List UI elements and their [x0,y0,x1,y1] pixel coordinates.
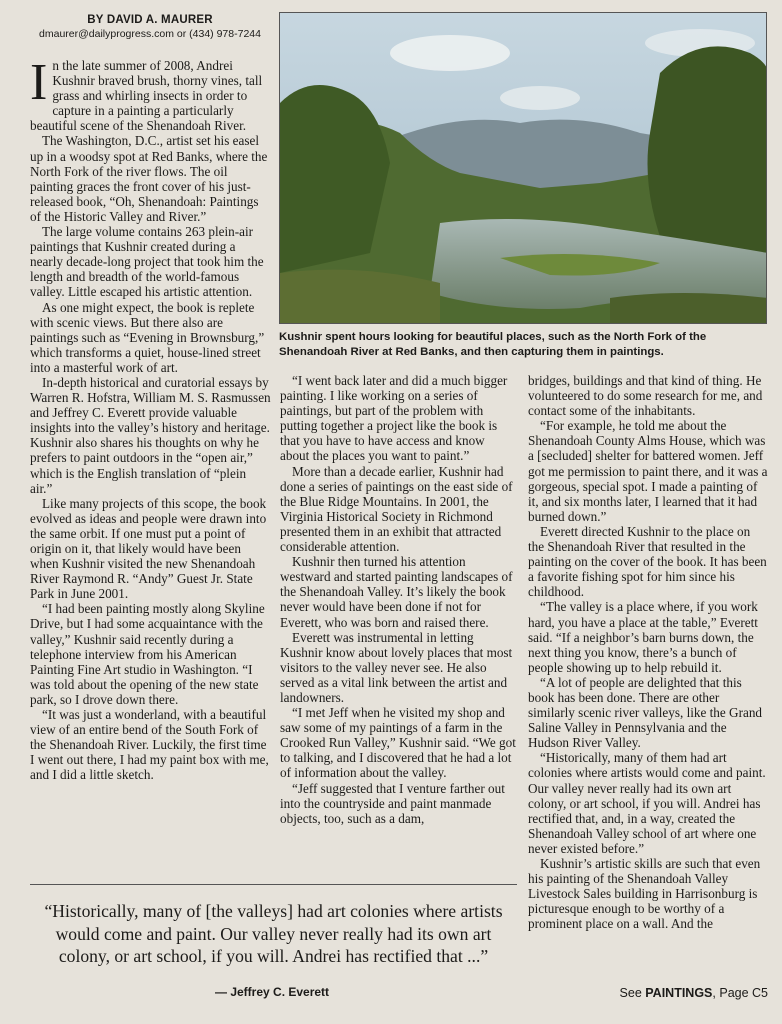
pullquote-divider [30,884,517,885]
article-column-3 [528,373,768,931]
article-paragraph: More than a decade earlier, Kushnir had done a series of paintings on the east side of the Blue Ridge Mountains. In 2001, the Virginia Historical Society in Richmond presented them in an exhibit that attracted considerable attention. [280,463,513,555]
article-paragraph: “Historically, many of them had art colonies where artists would come and paint. Our valley never really had its own art colony, or art school, if you will. Andrei has rectified that, and, in a way, created the Shenandoah Valley school of art where one never existed before.” [528,750,766,856]
pullquote: “Historically, many of [the valleys] had art colonies where artists would come and paint. Our valley never really had its own art colony, or art school, if you will. Andrei has rectified that ...” [44,901,503,966]
jump-prefix: See [619,986,646,1000]
jump-line[interactable] [620,986,768,1000]
article-paragraph: Kushnir then turned his attention westward and started painting landscapes of the Shenandoah Valley. It’s likely the book never would have been done if not for Everett, who was born and raised there. [280,554,513,630]
article-paragraph: The large volume contains 263 plein-air paintings that Kushnir created during a nearly decade-long project that took him the length and breadth of the world-famous valley. Little escaped his artistic attention. [30,224,264,300]
article-paragraph: “For example, he told me about the Shenandoah County Alms House, which was a [secluded] shelter for battered women. Jeff got me permission to paint there, and it was a gorgeous, special spot. I made a painting of it, and six months later, I learned that it had burned down.” [528,418,768,524]
jump-page: , Page C5 [712,986,768,1000]
pullquote-attribution: — Jeffrey C. Everett [215,985,330,999]
article-column-2 [280,373,516,826]
byline-contact: dmaurer@dailyprogress.com or (434) 978-7244 [39,28,261,40]
river-landscape-illustration [280,13,767,324]
article-paragraph: Like many projects of this scope, the book evolved as ideas and people were drawn into the same orbit. If one must put a point of origin on it, that likely would have been when Kushnir visited the new Shenandoah River Raymond R. “Andy” Guest Jr. State Park in June 2001. [30,495,267,602]
byline [30,14,270,40]
byline-author: BY DAVID A. MAURER [87,14,213,26]
article-paragraph: “A lot of people are delighted that this book has been done. There are other similarly scenic river valleys, like the Grand Saline Valley in Pennsylvania and the Hudson River Valley. [528,674,763,751]
article-paragraph: In the late summer of 2008, Andrei Kushnir braved brush, thorny vines, tall grass and whirling insects in order to capture in a painting a particularly beautiful scene of the Shenandoah River. [30,54,263,134]
article-paragraph: Everett was instrumental in letting Kushnir know about lovely places that most visitors to the valley never see. He also served as a vital link between the artist and landowners. [280,629,513,705]
article-column-1 [30,54,271,783]
drop-cap: I [30,54,48,111]
article-paragraph: “It was just a wonderland, with a beautiful view of an entire bend of the South Fork of the Shenandoah River. Luckily, the first time I went out there, I had my paint box with me, and I did a little sketch. [30,707,269,783]
article-paragraph: In-depth historical and curatorial essays by Warren R. Hofstra, William M. S. Rasmussen and Jeffrey C. Everett provide valuable insights into the valley’s history and heritage. Kushnir also shares his thoughts on why he prefers to paint outdoors in the “open air,” which is the English translation of “plein air.” [30,374,271,496]
article-paragraph: “The valley is a place where, if you work hard, you have a place at the table,” Everett said. “If a neighbor’s barn burns down, the next thing you know, there’s a bunch of people showing up to help rebuild it. [528,599,758,675]
article-paragraph: “I met Jeff when he visited my shop and saw some of my paintings of a farm in the Crooked Run Valley,” Kushnir said. “We got to talking, and I discovered that he had a lot of information about the valley. [280,705,516,781]
article-paragraph: Everett directed Kushnir to the place on the Shenandoah River that resulted in the painting on the cover of the book. It has been a favorite fishing spot for him since his childhood. [528,523,767,600]
article-paragraph: bridges, buildings and that kind of thing. He volunteered to do some research for me, and contact some of the inhabitants. [528,373,763,419]
landscape-photo [279,12,767,324]
jump-keyword: PAINTINGS [645,986,713,1000]
article-paragraph: “I had been painting mostly along Skyline Drive, but I had some acquaintance with the valley,” Kushnir said recently during a telephone interview from his American Painting Fine Art studio in Washington. “I was told about the opening of the new state park, so I drove down there. [30,601,265,707]
article-paragraph: “Jeff suggested that I venture farther out into the countryside and paint manmade objects, too, such as a dam, [280,780,505,826]
article-paragraph: As one might expect, the book is replete with scenic views. But there also are paintings such as “Evening in Brownsburg,” which transforms a quiet, house-lined street into a masterful work of art. [30,299,265,375]
article-paragraph: The Washington, D.C., artist set his easel up in a woodsy spot at Red Banks, where the North Fork of the river flows. The oil painting graces the front cover of his just-released book, “Oh, Shenandoah: Paintings of the Historic Valley and River.” [30,133,268,224]
article-paragraph: “I went back later and did a much bigger painting. I like working on a series of paintings, but part of the problem with putting together a project like the book is that you have to have access and know about the places you want to paint.” [280,373,508,464]
article-paragraph: Kushnir’s artistic skills are such that even his painting of the Shenandoah Valley Livestock Sales building in Harrisonburg is picturesque enough to be worthy of a prominent place on a wall. And the [528,856,761,932]
photo-caption: Kushnir spent hours looking for beautiful places, such as the North Fork of the Shenandoah River at Red Banks, and then capturing them in paintings. [279,331,707,358]
